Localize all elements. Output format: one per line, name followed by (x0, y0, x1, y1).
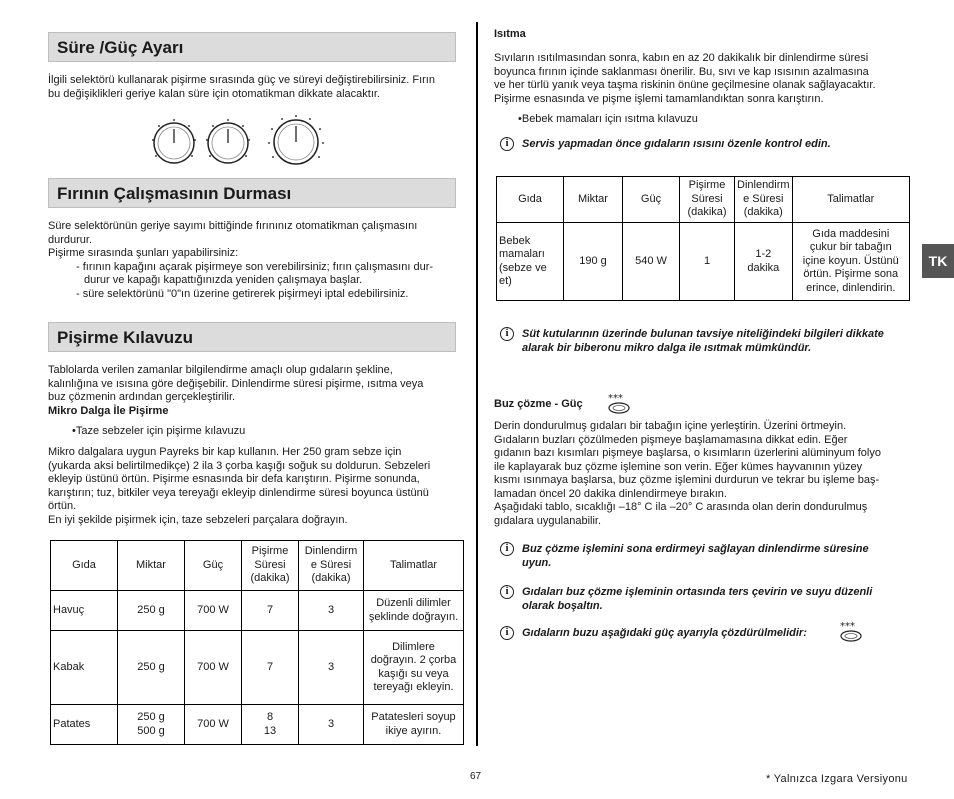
note-text: Servis yapmadan önce gıdaların ısısını özenle kontrol edin. (522, 138, 831, 150)
note-rest-time (522, 543, 906, 570)
list-item: durur ve kapağı kapattığınızda yeniden çalışmaya başlar. (84, 274, 363, 286)
info-icon: i (500, 137, 514, 151)
table-header-cell: Dinlendirm e Süresi (dakika) (299, 541, 364, 591)
table-cell: 540 W (623, 223, 680, 301)
table-cell: Patates (51, 705, 118, 745)
table-cell: 1 (680, 223, 735, 301)
table-header-cell: Miktar (118, 541, 185, 591)
language-tab: TK (922, 244, 954, 278)
section-title: Süre /Güç Ayarı (57, 38, 184, 57)
text-line: Pişirme sırasında şunları yapabilirsiniz: (48, 247, 239, 259)
page-number: 67 (470, 771, 482, 782)
table-row (51, 705, 464, 745)
subheading: Mikro Dalga İle Pişirme (48, 404, 169, 417)
text-line: örtün. (48, 500, 77, 512)
info-icon: i (500, 585, 514, 599)
table-header-cell: Talimatlar (364, 541, 464, 591)
note-milk (522, 328, 884, 355)
table-cell: 1-2 dakika (735, 223, 793, 301)
table-cell: Patatesleri soyup ikiye ayırın. (364, 705, 464, 745)
info-icon: i (500, 327, 514, 341)
text-line: bu değişiklikleri geriye kalan süre için otomatikman dikkate alacaktır. (48, 87, 380, 100)
table-cell: 700 W (185, 705, 242, 745)
time-power-paragraph (48, 74, 462, 101)
list-item: - süre selektörünü "0"ın üzerine getirerek pişirmeyi iptal edebilirsiniz. (76, 287, 409, 300)
text-line: ekleyip üstünü örtün. Pişirme esnasında bir defa karıştırın. Pişirme sonunda, (48, 473, 420, 485)
table-header-cell: Gıda (497, 177, 564, 223)
table-cell: 3 (299, 705, 364, 745)
table-cell: Düzenli dilimler şeklinde doğrayın. (364, 591, 464, 631)
note-text: uyun. (522, 556, 552, 569)
text-line: Derin dondurulmuş gıdaları bir tabağın içine yerleştirin. Üzerini örtmeyin. (494, 420, 847, 432)
table-header-cell: Güç (185, 541, 242, 591)
table-row (497, 223, 910, 301)
table-cell: Dilimlere doğrayın. 2 çorba kaşığı su veya tereyağı ekleyin. (364, 631, 464, 705)
text-line: kalınlığına ve ısısına göre değişebilir. Dinlendirme süresi pişirme, ısıtma veya (48, 377, 424, 390)
text-line: lamadan öncel 20 dakika dinlendirmeye bırakın. (494, 487, 727, 500)
text-line: ve her türlü yanık veya taşma riskinin önüne geçilmesine olanak sağlayacaktır. (494, 79, 876, 91)
defrost-icon (838, 621, 866, 643)
table-header-cell: Pişirme Süresi (dakika) (680, 177, 735, 223)
table-row (51, 591, 464, 631)
text-line: gıdanın bazı kısımları pişmeye başlarsa, o kısımların üzerlerini alüminyum folyo (494, 447, 881, 459)
defrost-paragraph (494, 420, 906, 528)
baby-food-table (496, 176, 910, 301)
footer-note: * Yalnızca Izgara Versiyonu (766, 773, 908, 785)
info-icon: i (500, 626, 514, 640)
table-cell: 8 13 (242, 705, 299, 745)
selector-dials-illustration (150, 112, 330, 170)
defrost-heading: Buz çözme - Güç (494, 398, 583, 410)
note-text: Gıdaları buz çözme işleminin ortasında ters çevirin ve suyu düzenli (522, 586, 873, 598)
text-line: İlgili selektörü kullanarak pişirme sırasında güç ve süreyi değiştirebilirsiniz. Fırın (48, 74, 435, 86)
cooking-guide-body (48, 446, 462, 527)
vegetable-cooking-table (50, 540, 464, 745)
table-header-row (51, 541, 464, 591)
note-text: Süt kutularının üzerinde bulunan tavsiye niteliğindeki bilgileri dikkate (522, 328, 884, 340)
text-line: Süre selektörünün geriye sayımı bittiğinde fırınınız otomatikman çalışmasını (48, 220, 418, 232)
info-icon: i (500, 542, 514, 556)
text-line: ile kaplayarak buz çözme işlemine son verin. Eğer kümes hayvanının yüzey (494, 460, 863, 473)
table-header-cell: Pişirme Süresi (dakika) (242, 541, 299, 591)
section-header-cooking-guide (48, 322, 456, 352)
bullet-item: •Bebek mamaları için ısıtma kılavuzu (518, 113, 698, 125)
text-line: gıdalara uygulanabilir. (494, 514, 602, 527)
svg-text:***: *** (840, 621, 855, 632)
table-cell: 190 g (564, 223, 623, 301)
note-text: Gıdaların buzu aşağıdaki güç ayarıyla çözdürülmelidir: (522, 627, 807, 639)
stop-paragraph (48, 220, 462, 301)
column-divider (476, 22, 478, 746)
table-row (51, 631, 464, 705)
text-line: buz çözmenin ardından gerçekleştirilir. (48, 391, 236, 403)
table-cell: 700 W (185, 591, 242, 631)
selector-dial-icon (152, 119, 196, 163)
text-line: Sıvıların ısıtılmasından sonra, kabın en az 20 dakikalık bir dinlendirme süresi (494, 52, 869, 64)
table-cell: 700 W (185, 631, 242, 705)
note-text: alarak bir biberonu mikro dalga ile ısıtmak mümkündür. (522, 341, 812, 354)
table-cell: 7 (242, 631, 299, 705)
table-header-cell: Güç (623, 177, 680, 223)
text-line: kısmı ısınmaya başlarsa, buz çözme işlemini durdurun ve tekrar bu işleme baş- (494, 474, 880, 486)
section-title: Pişirme Kılavuzu (57, 328, 194, 347)
selector-dial-icon (206, 119, 250, 163)
bullet-item: •Taze sebzeler için pişirme kılavuzu (72, 425, 246, 437)
text-line: Tablolarda verilen zamanlar bilgilendirme amaçlı olup gıdaların şekline, (48, 364, 393, 376)
text-line: boyunca fırının içinde saklanması önerilir. Bu, sıvı ve kap ısısının azalmasına (494, 65, 869, 78)
svg-text:***: *** (608, 393, 623, 404)
section-header-time-power (48, 32, 456, 62)
list-item: - fırının kapağını açarak pişirmeye son verebilirsiniz; fırın çalışmasını dur- (76, 260, 434, 273)
table-cell: 3 (299, 631, 364, 705)
note-text: olarak boşaltın. (522, 599, 603, 612)
text-line: Gıdaların buzları çözülmeden pişmeye başlamamasına dikkat edin. Eğer (494, 433, 848, 446)
text-line: (yukarda aksi belirtilmedikçe) 2 ila 3 çorba kaşığı soğuk su doldurun. Sebzeleri (48, 459, 431, 472)
table-header-row (497, 177, 910, 223)
section-header-stop (48, 178, 456, 208)
table-cell: Gıda maddesini çukur bir tabağın içine koyun. Üstünü örtün. Pişirme sona erince, dinlendirin. (792, 223, 909, 301)
text-line: karıştırın; tuz, bitkiler veya tereyağı ekleyip dinlendirme süresi boyunca üstünü (48, 486, 429, 499)
table-cell: 250 g (118, 591, 185, 631)
text-line: durdurur. (48, 233, 93, 246)
text-line: Mikro dalgalara uygun Payreks bir kap kullanın. Her 250 gram sebze için (48, 446, 402, 458)
note-turn-over (522, 586, 906, 613)
text-line: Pişirme esnasında ve pişme işlemi tamamlandıktan sonra karıştırın. (494, 92, 824, 105)
table-cell: Bebek mamaları (sebze ve et) (497, 223, 564, 301)
section-title: Fırının Çalışmasının Durması (57, 184, 292, 203)
defrost-icon (606, 393, 634, 415)
heating-heading: Isıtma (494, 28, 526, 40)
table-cell: 7 (242, 591, 299, 631)
heating-paragraph (494, 52, 906, 106)
table-header-cell: Talimatlar (792, 177, 909, 223)
table-cell: Havuç (51, 591, 118, 631)
text-line: En iyi şekilde pişirmek için, taze sebzeleri parçalara doğrayın. (48, 513, 348, 526)
table-cell: Kabak (51, 631, 118, 705)
selector-dial-icon (268, 115, 324, 164)
text-line: Aşağıdaki tablo, sıcaklığı –18° C ila –20° C arasında olan derin dondurulmuş (494, 501, 868, 513)
table-cell: 3 (299, 591, 364, 631)
table-header-cell: Miktar (564, 177, 623, 223)
table-cell: 250 g (118, 631, 185, 705)
cooking-guide-intro (48, 364, 462, 418)
note-text: Buz çözme işlemini sona erdirmeyi sağlayan dinlendirme süresine (522, 543, 869, 555)
table-cell: 250 g 500 g (118, 705, 185, 745)
table-header-cell: Dinlendirm e Süresi (dakika) (735, 177, 793, 223)
table-header-cell: Gıda (51, 541, 118, 591)
